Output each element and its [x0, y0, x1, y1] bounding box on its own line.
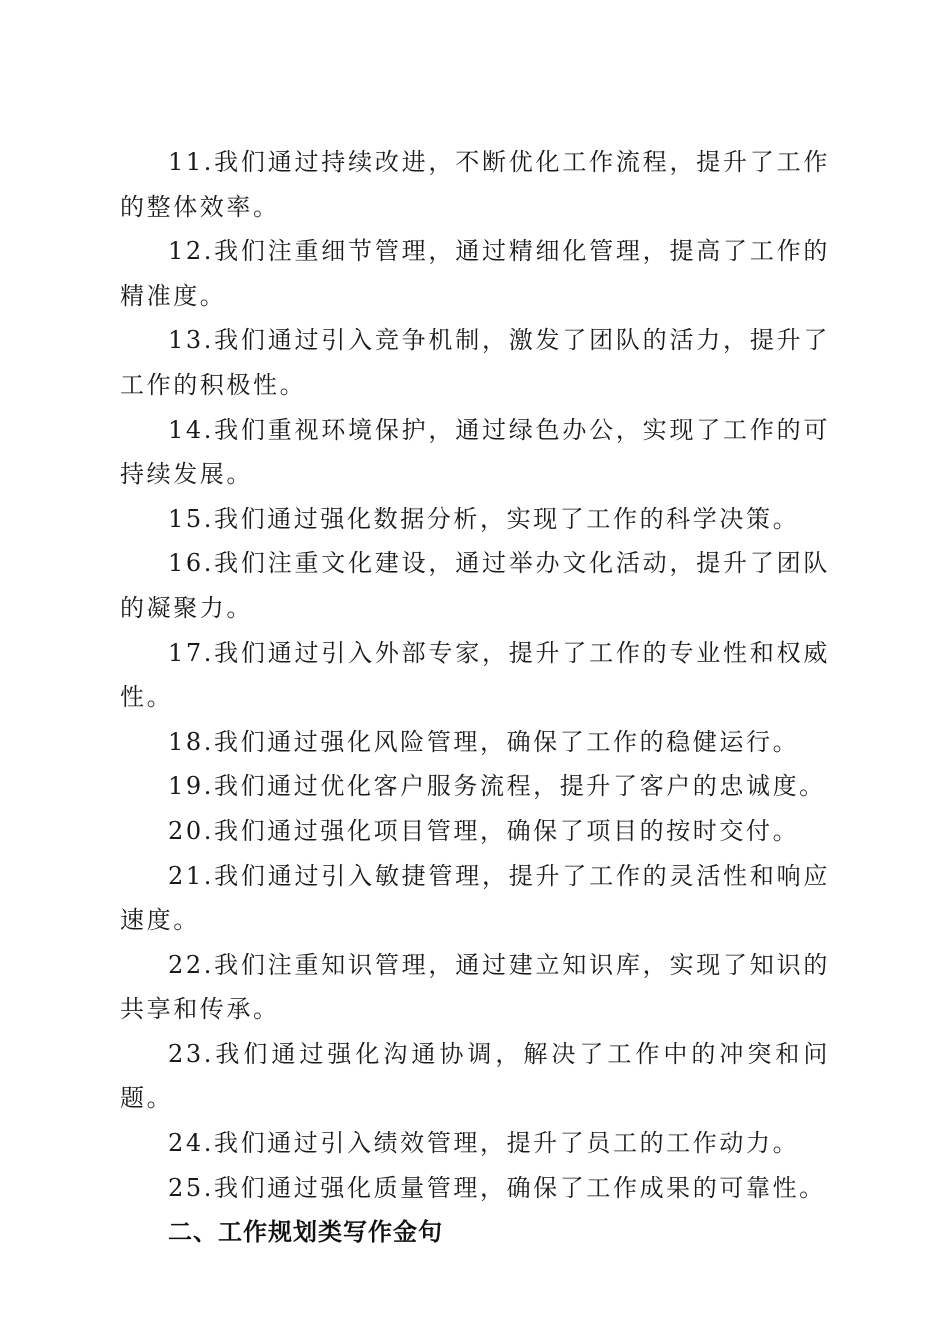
paragraph-22: 22.我们注重知识管理，通过建立知识库，实现了知识的共享和传承。: [120, 950, 830, 1024]
paragraph-13: 13.我们通过引入竞争机制，激发了团队的活力，提升了工作的积极性。: [120, 326, 830, 399]
paragraph-14: 14.我们重视环境保护，通过绿色办公，实现了工作的可持续发展。: [120, 415, 830, 489]
paragraph-16: 16.我们注重文化建设，通过举办文化活动，提升了团队的凝聚力。: [120, 549, 830, 622]
paragraph-24: 24.我们通过引入绩效管理，提升了员工的工作动力。: [168, 1129, 800, 1158]
paragraph-23: 23.我们通过强化沟通协调，解决了工作中的冲突和问题。: [120, 1039, 830, 1113]
paragraph-17: 17.我们通过引入外部专家，提升了工作的专业性和权威性。: [120, 638, 830, 712]
paragraph-20: 20.我们通过强化项目管理，确保了项目的按时交付。: [168, 816, 800, 845]
document-body: [120, 140, 830, 1255]
paragraph-11: 11.我们通过持续改进，不断优化工作流程，提升了工作的整体效率。: [120, 148, 830, 221]
paragraph-21: 21.我们通过引入敏捷管理，提升了工作的灵活性和响应速度。: [120, 861, 830, 935]
paragraph-25: 25.我们通过强化质量管理，确保了工作成果的可靠性。: [168, 1173, 826, 1202]
paragraph-15: 15.我们通过强化数据分析，实现了工作的科学决策。: [168, 504, 800, 533]
paragraph-19: 19.我们通过优化客户服务流程，提升了客户的忠诚度。: [168, 772, 826, 801]
paragraph-18: 18.我们通过强化风险管理，确保了工作的稳健运行。: [168, 727, 800, 756]
paragraph-12: 12.我们注重细节管理，通过精细化管理，提高了工作的精准度。: [120, 237, 830, 310]
section-heading: 二、工作规划类写作金句: [168, 1218, 443, 1247]
